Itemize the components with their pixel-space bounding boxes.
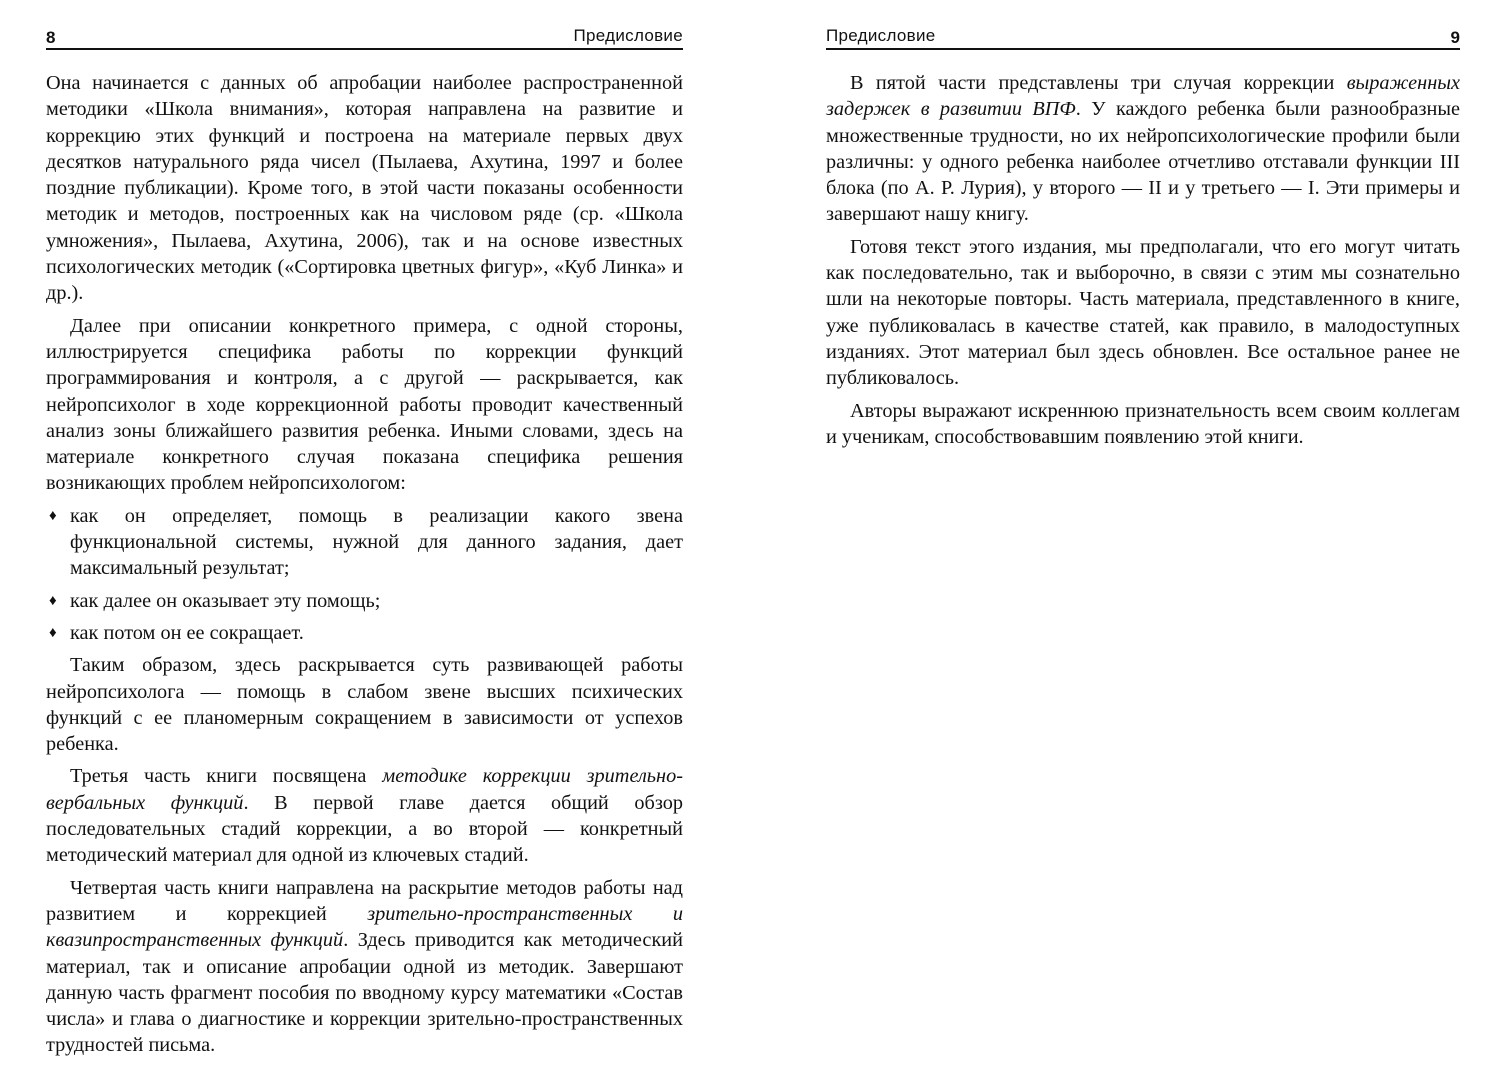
right-page-header — [826, 24, 1460, 50]
italic-emphasis: методике коррекции зрительно-вербальных функций — [46, 765, 683, 814]
list-item-text: как далее он оказывает эту помощь; — [70, 589, 381, 612]
paragraph — [46, 763, 683, 868]
list-item — [46, 588, 683, 614]
left-page-body — [46, 70, 683, 1065]
paragraph-text: В пятой части представлены три случая коррекции — [850, 72, 1347, 94]
diamond-bullet-icon: ♦ — [49, 507, 57, 524]
diamond-bullet-icon: ♦ — [49, 592, 57, 609]
paragraph-text: Третья часть книги посвящена — [70, 765, 383, 788]
paragraph-text: . Здесь приводится как методический материал, так и описание апробации одной из методик. Завершают данную часть фрагмент пособия по вводному курсу математики «Состав числа» и глава о диагностике и коррекции зрительно-пространственных трудностей письма. — [46, 929, 683, 1057]
paragraph: Таким образом, здесь раскрывается суть развивающей работы нейропсихолога — помощь в слабом звене высших психических функций с ее планомерным сокращением в зависимости от успехов ребенка. — [46, 654, 683, 756]
paragraph: Авторы выражают искреннюю признательность всем своим коллегам и ученикам, способствовавшим появлению этой книги. — [826, 399, 1460, 448]
paragraph — [46, 875, 683, 1059]
paragraph: Готовя текст этого издания, мы предполагали, что его могут читать как последовательно, так и выборочно, в связи с этим мы сознательно шли на некоторые повторы. Часть материала, представленного в книге, уже публиковалась в качестве статей, как правило, в малодоступных изданиях. Этот материал был здесь обновлен. Все остальное ранее не публиковалось. — [826, 235, 1460, 390]
italic-emphasis: выраженных задержек в развитии ВПФ — [826, 72, 1460, 121]
right-page-body — [826, 70, 1460, 456]
paragraph-text: . В первой главе дается общий обзор последовательных стадий коррекции, а во второй — конкретный методический материал для одной из ключевых стадий. — [46, 791, 683, 867]
italic-emphasis: зрительно-пространственных и квазипространственных функций — [46, 902, 683, 952]
list-item-text: как потом он ее сокращает. — [70, 621, 304, 644]
page-number: 8 — [46, 28, 56, 47]
paragraph-text: Четвертая часть книги направлена на раскрытие методов работы над развитием и коррекцией — [46, 876, 683, 925]
diamond-bullet-icon: ♦ — [49, 624, 57, 641]
page-number: 9 — [1450, 28, 1460, 47]
left-page-header — [46, 24, 683, 50]
paragraph-text: . У каждого ребенка были разнообразные множественные трудности, но их нейропсихологические профили были различны: у одного ребенка наиболее отчетливо отставали функции III блока (по А. Р. Лурия), у второго — II и у третьего — I. Эти примеры и завершают нашу книгу. — [826, 98, 1460, 226]
list-item — [46, 620, 683, 646]
list-item-text: как он определяет, помощь в реализации какого звена функциональной системы, нужной для данного задания, дает максимальный результат; — [70, 504, 683, 580]
paragraph: Она начинается с данных об апробации наиболее распространенной методики «Школа внимания», которая направлена на развитие и коррекцию этих функций и построена на материале первых двух десятков натурального ряда чисел (Пылаева, Ахутина, 1997 и более поздние публикации). Кроме того, в этой части показаны особенности методик и методов, построенных как на числовом ряде (ср. «Школа умножения», Пылаева, Ахутина, 2006), так и на основе известных психологических методик («Сортировка цветных фигур», «Куб Линка» и др.). — [46, 72, 683, 305]
paragraph — [826, 70, 1460, 228]
paragraph: Далее при описании конкретного примера, с одной стороны, иллюстрируется специфика работы по коррекции функций программирования и контроля, а с другой — раскрывается, как нейропсихолог в ходе коррекционной работы проводит качественный анализ зоны ближайшего развития ребенка. Иными словами, здесь на материале конкретного случая показана специфика решения возникающих проблем нейропсихологом: — [46, 314, 683, 495]
running-title: Предисловие — [826, 26, 936, 45]
list-item — [46, 503, 683, 582]
running-title: Предисловие — [573, 26, 683, 45]
bullet-list — [46, 503, 683, 646]
